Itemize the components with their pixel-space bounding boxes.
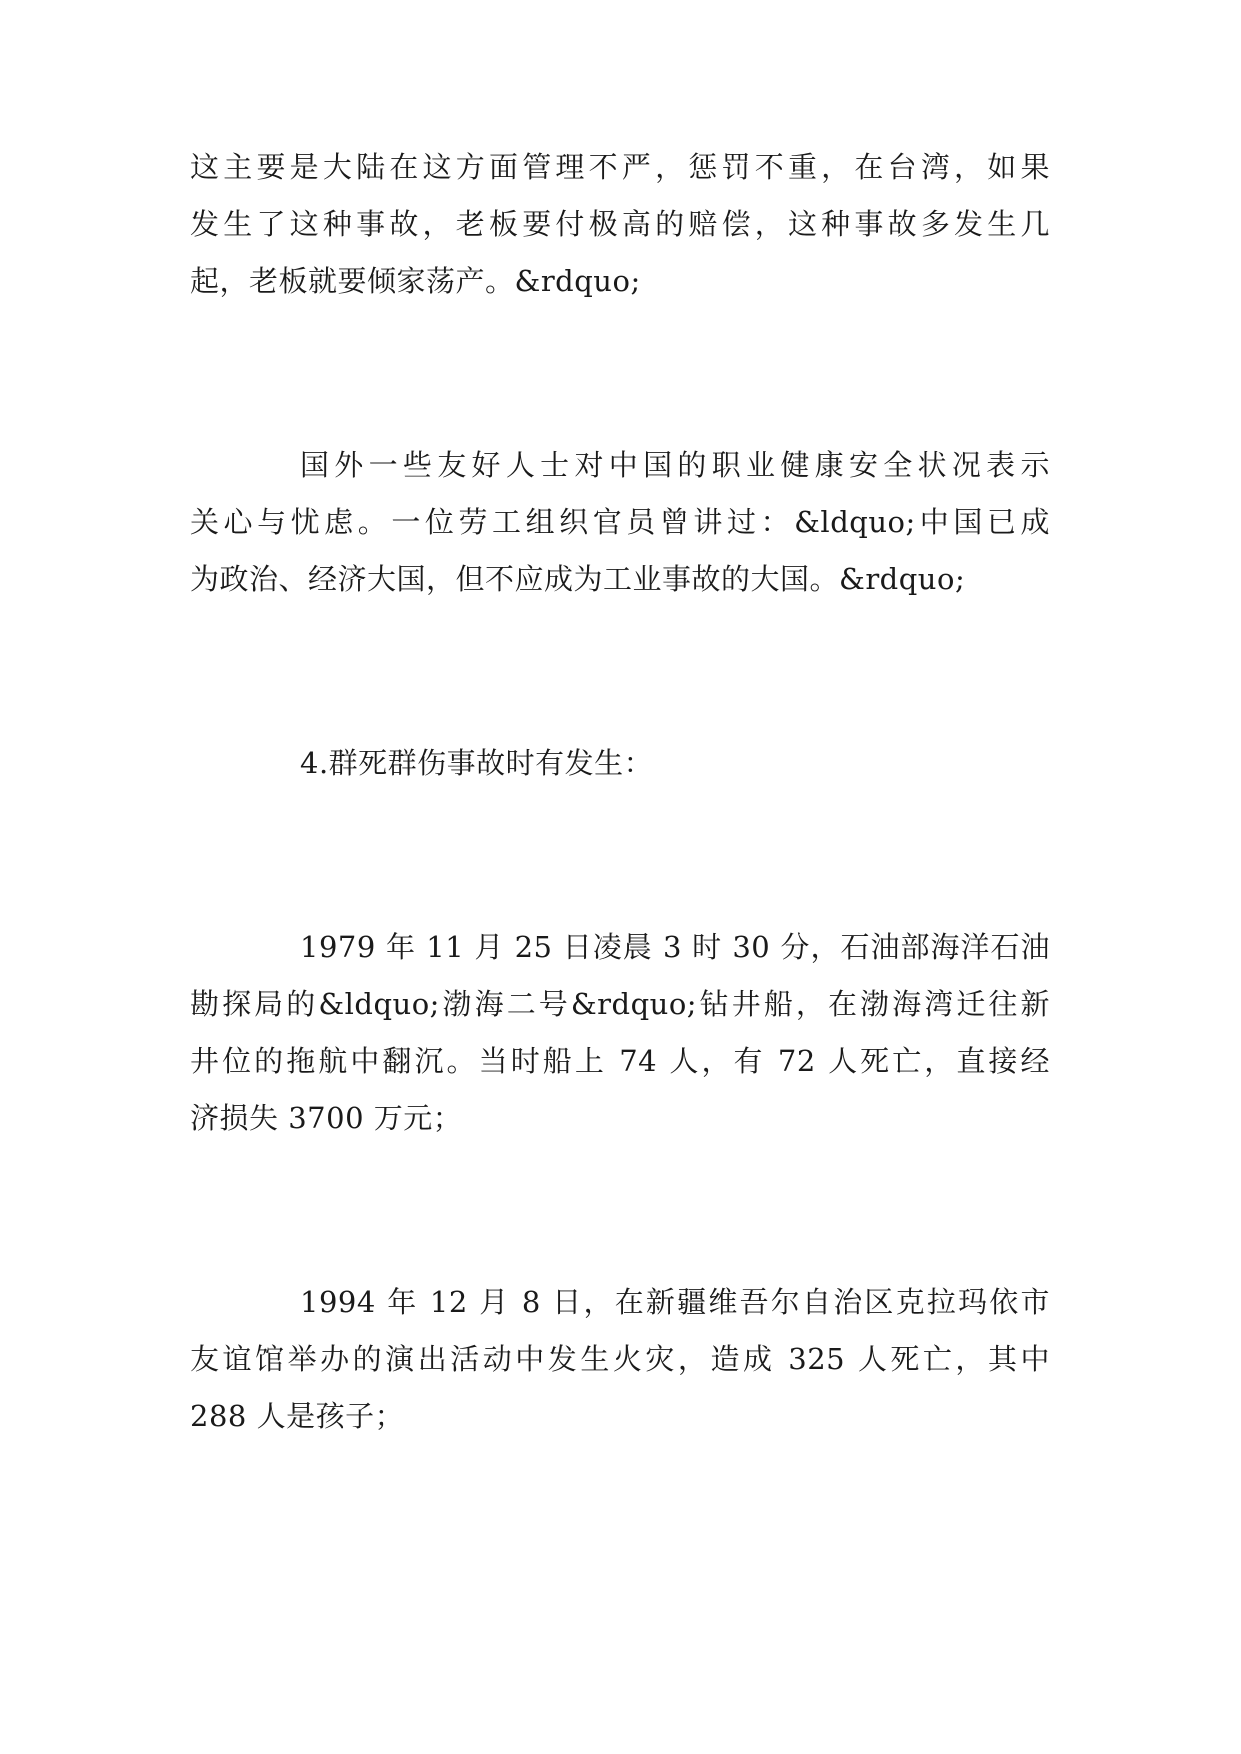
paragraph-5-line-2: 友谊馆举办的演出活动中发生火灾，造成 325 人死亡，其中 bbox=[190, 1342, 1050, 1376]
paragraph-5-line-3: 288 人是孩子； bbox=[190, 1399, 405, 1433]
paragraph-4-line-2: 勘探局的&ldquo;渤海二号&rdquo;钻井船，在渤海湾迁往新 bbox=[190, 987, 1050, 1021]
paragraph-4-line-3: 井位的拖航中翻沉。当时船上 74 人，有 72 人死亡，直接经 bbox=[190, 1044, 1050, 1078]
section-heading-4: 4.群死群伤事故时有发生： bbox=[300, 746, 654, 780]
paragraph-2-line-1: 国外一些友好人士对中国的职业健康安全状况表示 bbox=[300, 448, 1050, 482]
paragraph-4-line-1: 1979 年 11 月 25 日凌晨 3 时 30 分，石油部海洋石油 bbox=[300, 930, 1050, 964]
paragraph-4-line-4: 济损失 3700 万元； bbox=[190, 1101, 463, 1135]
paragraph-1-line-2: 发生了这种事故，老板要付极高的赔偿，这种事故多发生几 bbox=[190, 207, 1050, 241]
paragraph-2-line-3: 为政治、经济大国，但不应成为工业事故的大国。&rdquo; bbox=[190, 562, 966, 596]
paragraph-1-line-1: 这主要是大陆在这方面管理不严，惩罚不重，在台湾，如果 bbox=[190, 150, 1050, 184]
paragraph-2-line-2: 关心与忧虑。一位劳工组织官员曾讲过：&ldquo;中国已成 bbox=[190, 505, 1050, 539]
paragraph-5-line-1: 1994 年 12 月 8 日，在新疆维吾尔自治区克拉玛依市 bbox=[300, 1285, 1050, 1319]
paragraph-1-line-3: 起，老板就要倾家荡产。&rdquo; bbox=[190, 264, 641, 298]
